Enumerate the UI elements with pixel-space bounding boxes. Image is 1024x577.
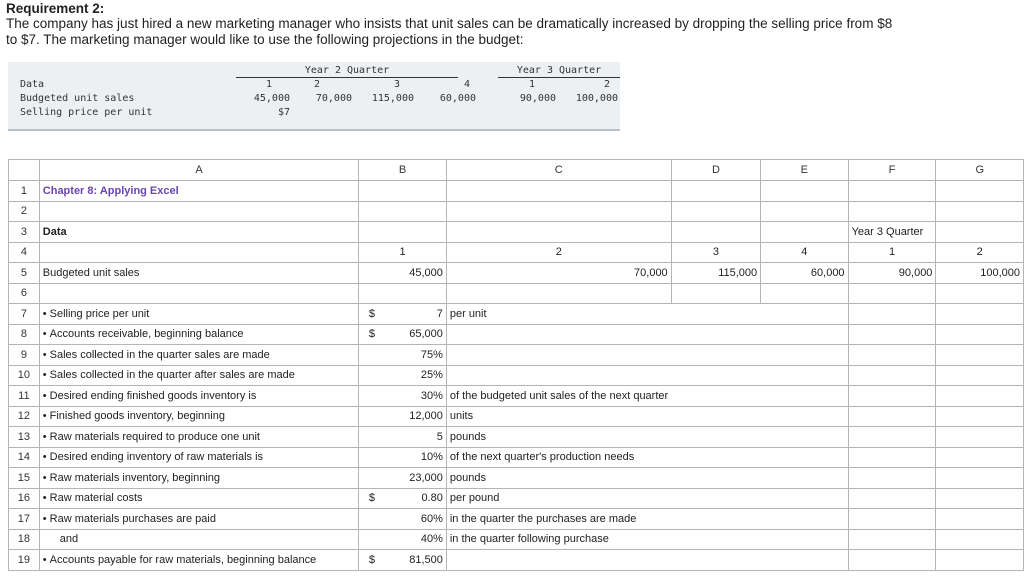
- parameter-label-cell[interactable]: [39, 550, 359, 571]
- cell[interactable]: [671, 550, 760, 571]
- parameter-label: Raw material costs: [49, 492, 143, 505]
- cell[interactable]: [936, 345, 1024, 366]
- cell[interactable]: [671, 468, 760, 489]
- cell[interactable]: [671, 488, 760, 509]
- quarter-label: 3: [393, 79, 400, 90]
- parameter-label-cell[interactable]: [39, 386, 359, 407]
- parameter-note-cell[interactable]: [446, 550, 671, 571]
- cell[interactable]: [671, 283, 760, 304]
- row-number[interactable]: 4: [9, 242, 40, 263]
- cell[interactable]: [936, 529, 1024, 550]
- cell[interactable]: [936, 283, 1024, 304]
- parameter-row: [9, 509, 1024, 530]
- parameter-note-cell[interactable]: of the next quarter's production needs: [446, 447, 671, 468]
- parameter-row: [9, 468, 1024, 489]
- parameter-note-cell[interactable]: of the budgeted unit sales of the next quarter: [446, 386, 671, 407]
- quarter-label: 2: [313, 79, 320, 90]
- parameter-label-cell[interactable]: [39, 324, 359, 345]
- dollar-sign-cell[interactable]: [359, 406, 385, 427]
- dollar-sign-cell[interactable]: $: [359, 304, 385, 325]
- data-row-label: Data: [20, 79, 45, 90]
- parameter-label-cell[interactable]: [39, 427, 359, 448]
- column-header-row: [9, 160, 1024, 181]
- row-number[interactable]: 3: [9, 222, 40, 243]
- cell[interactable]: [671, 201, 760, 222]
- bullet-icon: •: [42, 348, 47, 361]
- row-number[interactable]: 15: [9, 468, 40, 489]
- sales-value: 100,000: [575, 93, 618, 104]
- cell[interactable]: [761, 324, 848, 345]
- bullet-icon: •: [42, 430, 47, 443]
- row-number[interactable]: 17: [9, 509, 40, 530]
- quarter-label: 2: [603, 79, 610, 90]
- row-number[interactable]: 2: [9, 201, 40, 222]
- cell[interactable]: [761, 365, 848, 386]
- parameter-value-cell[interactable]: 23,000: [385, 468, 447, 489]
- parameter-label: Accounts receivable, beginning balance: [49, 328, 244, 341]
- parameter-value-cell[interactable]: 60%: [385, 509, 447, 530]
- column-header-g[interactable]: G: [936, 160, 1024, 181]
- sales-value: 70,000: [315, 93, 352, 104]
- bullet-icon: •: [42, 307, 47, 320]
- cell[interactable]: [761, 283, 848, 304]
- parameter-row: [9, 365, 1024, 386]
- parameter-value-cell[interactable]: 30%: [385, 386, 447, 407]
- cell[interactable]: [446, 283, 671, 304]
- cell[interactable]: [936, 509, 1024, 530]
- bullet-icon: •: [42, 410, 47, 423]
- cell[interactable]: [671, 509, 760, 530]
- parameter-note-cell[interactable]: pounds: [446, 468, 671, 489]
- bullet-icon: •: [42, 471, 47, 484]
- row-number[interactable]: 16: [9, 488, 40, 509]
- cell[interactable]: [761, 201, 848, 222]
- row-number[interactable]: 11: [9, 386, 40, 407]
- cell[interactable]: [761, 345, 848, 366]
- budgeted-sales-label-cell[interactable]: Budgeted unit sales: [39, 263, 359, 284]
- bullet-icon: •: [42, 328, 47, 341]
- cell[interactable]: [761, 447, 848, 468]
- cell[interactable]: [671, 406, 760, 427]
- quarter-cell[interactable]: 2: [446, 242, 671, 263]
- sales-value: 45,000: [253, 93, 290, 104]
- cell[interactable]: [936, 201, 1024, 222]
- parameter-label: Raw materials purchases are paid: [49, 512, 216, 525]
- parameter-label-cell[interactable]: [39, 529, 359, 550]
- parameter-note-cell[interactable]: units: [446, 406, 671, 427]
- cell[interactable]: [936, 304, 1024, 325]
- parameter-row: [9, 550, 1024, 571]
- selling-price-label: Selling price per unit: [20, 107, 153, 118]
- year3-quarter-header: Year 3 Quarter: [516, 65, 602, 76]
- row-number[interactable]: 12: [9, 406, 40, 427]
- cell[interactable]: [671, 386, 760, 407]
- dollar-sign-cell[interactable]: [359, 345, 385, 366]
- cell[interactable]: [848, 283, 936, 304]
- parameter-value-cell[interactable]: 5: [385, 427, 447, 448]
- cell[interactable]: [848, 304, 936, 325]
- cell[interactable]: [848, 427, 936, 448]
- requirement-text: The company has just hired a new marketing manager who insists that unit sales can be dramatically increased by dropping the selling price from $8 to $7. The marketing manager would like to use the following projections in the budget:: [6, 16, 893, 47]
- column-header-c[interactable]: C: [446, 160, 671, 181]
- row-number[interactable]: 10: [9, 365, 40, 386]
- sheet-row-2: [9, 201, 1024, 222]
- parameter-label: Raw materials required to produce one unit: [49, 430, 260, 443]
- cell[interactable]: [936, 468, 1024, 489]
- year3-quarter-cell[interactable]: Year 3 Quarter: [848, 222, 936, 243]
- parameter-label: Finished goods inventory, beginning: [49, 410, 225, 423]
- dollar-sign-cell[interactable]: $: [359, 324, 385, 345]
- parameter-label-cell[interactable]: [39, 488, 359, 509]
- parameter-label: Sales collected in the quarter sales are made: [49, 348, 270, 361]
- sheet-title-cell[interactable]: Chapter 8: Applying Excel: [39, 181, 359, 202]
- cell[interactable]: [446, 181, 671, 202]
- cell[interactable]: [39, 242, 359, 263]
- cell[interactable]: [848, 345, 936, 366]
- budgeted-sales-cell[interactable]: 115,000: [671, 263, 760, 284]
- budgeted-sales-cell[interactable]: 100,000: [936, 263, 1024, 284]
- quarter-label: 4: [463, 79, 470, 90]
- row-number[interactable]: 7: [9, 304, 40, 325]
- cell[interactable]: [936, 181, 1024, 202]
- cell[interactable]: [848, 181, 936, 202]
- cell[interactable]: [848, 529, 936, 550]
- parameter-value-cell[interactable]: 65,000: [385, 324, 447, 345]
- cell[interactable]: [848, 488, 936, 509]
- cell[interactable]: [671, 181, 760, 202]
- cell[interactable]: [761, 386, 848, 407]
- dollar-sign-cell[interactable]: [359, 529, 385, 550]
- parameter-label-cell[interactable]: [39, 468, 359, 489]
- parameter-note-cell[interactable]: in the quarter the purchases are made: [446, 509, 671, 530]
- cell[interactable]: [671, 529, 760, 550]
- parameter-label-cell[interactable]: [39, 406, 359, 427]
- parameter-value-cell[interactable]: 40%: [385, 529, 447, 550]
- column-header-f[interactable]: F: [848, 160, 936, 181]
- row-number[interactable]: 6: [9, 283, 40, 304]
- parameter-label-cell[interactable]: [39, 345, 359, 366]
- spreadsheet: [8, 159, 1024, 571]
- parameter-label: Sales collected in the quarter after sales are made: [49, 369, 295, 382]
- cell[interactable]: [359, 283, 447, 304]
- parameter-label-cell[interactable]: [39, 365, 359, 386]
- budgeted-sales-cell[interactable]: 70,000: [446, 263, 671, 284]
- bullet-icon: •: [42, 389, 47, 402]
- parameter-row: [9, 529, 1024, 550]
- selling-price-row: [8, 107, 620, 120]
- row-number[interactable]: 9: [9, 345, 40, 366]
- dollar-sign-cell[interactable]: [359, 427, 385, 448]
- cell[interactable]: [359, 181, 447, 202]
- cell[interactable]: [761, 488, 848, 509]
- cell[interactable]: [936, 488, 1024, 509]
- parameter-label: Raw materials inventory, beginning: [49, 471, 221, 484]
- corner-cell[interactable]: [9, 160, 40, 181]
- dollar-sign-cell[interactable]: [359, 447, 385, 468]
- budgeted-sales-cell[interactable]: 90,000: [848, 263, 936, 284]
- quarter-cell[interactable]: 1: [359, 242, 447, 263]
- row-number[interactable]: 19: [9, 550, 40, 571]
- parameter-note-cell[interactable]: [446, 365, 671, 386]
- cell[interactable]: [761, 509, 848, 530]
- quarter-cell[interactable]: 1: [848, 242, 936, 263]
- row-number[interactable]: 5: [9, 263, 40, 284]
- selling-price-value: $7: [277, 107, 290, 118]
- parameter-row: [9, 304, 1024, 325]
- cell[interactable]: [848, 447, 936, 468]
- parameter-label-cell[interactable]: [39, 304, 359, 325]
- block-bottom-edge: [8, 129, 620, 131]
- parameter-label-cell[interactable]: [39, 509, 359, 530]
- parameter-row: [9, 406, 1024, 427]
- column-header-d[interactable]: D: [671, 160, 760, 181]
- cell[interactable]: [359, 222, 447, 243]
- cell[interactable]: [671, 365, 760, 386]
- sales-value: 90,000: [519, 93, 556, 104]
- quarter-cell[interactable]: 4: [761, 242, 848, 263]
- parameter-row: [9, 324, 1024, 345]
- cell[interactable]: [848, 509, 936, 530]
- parameter-note-cell[interactable]: [446, 324, 671, 345]
- column-header-b[interactable]: B: [359, 160, 447, 181]
- projection-data-block: [8, 62, 620, 131]
- cell[interactable]: [936, 406, 1024, 427]
- cell[interactable]: [936, 365, 1024, 386]
- cell[interactable]: [761, 222, 848, 243]
- cell[interactable]: [936, 222, 1024, 243]
- dollar-sign-cell[interactable]: $: [359, 488, 385, 509]
- parameter-label: and: [59, 533, 79, 546]
- year2-quarter-header: Year 2 Quarter: [304, 65, 390, 76]
- cell[interactable]: [936, 550, 1024, 571]
- budgeted-sales-label: Budgeted unit sales: [20, 93, 135, 104]
- cell[interactable]: [671, 427, 760, 448]
- parameter-label: Selling price per unit: [49, 307, 150, 320]
- row-number[interactable]: 8: [9, 324, 40, 345]
- parameter-value-cell[interactable]: 10%: [385, 447, 447, 468]
- sheet-row-6: [9, 283, 1024, 304]
- parameter-value-cell[interactable]: 12,000: [385, 406, 447, 427]
- parameter-value-cell[interactable]: 0.80: [385, 488, 447, 509]
- parameter-note-cell[interactable]: pounds: [446, 427, 671, 448]
- sheet-row-3: [9, 222, 1024, 243]
- row-number[interactable]: 13: [9, 427, 40, 448]
- cell[interactable]: [936, 386, 1024, 407]
- quarter-label: 1: [265, 79, 272, 90]
- parameter-note-cell[interactable]: in the quarter following purchase: [446, 529, 671, 550]
- budgeted-sales-cell[interactable]: 60,000: [761, 263, 848, 284]
- row-number[interactable]: 18: [9, 529, 40, 550]
- dollar-sign-cell[interactable]: $: [359, 550, 385, 571]
- bullet-icon: •: [42, 512, 47, 525]
- cell[interactable]: [39, 201, 359, 222]
- parameter-value-cell[interactable]: 81,500: [385, 550, 447, 571]
- cell[interactable]: [936, 324, 1024, 345]
- requirement-title: Requirement 2:: [6, 1, 105, 16]
- sales-value: 115,000: [371, 93, 414, 104]
- cell[interactable]: [848, 365, 936, 386]
- cell[interactable]: [671, 345, 760, 366]
- cell[interactable]: [761, 550, 848, 571]
- column-header-a[interactable]: A: [39, 160, 359, 181]
- bullet-icon: •: [42, 553, 47, 566]
- cell[interactable]: [761, 406, 848, 427]
- cell[interactable]: [446, 201, 671, 222]
- cell[interactable]: [359, 201, 447, 222]
- cell[interactable]: [761, 529, 848, 550]
- cell[interactable]: [936, 447, 1024, 468]
- dollar-sign-cell[interactable]: [359, 365, 385, 386]
- parameter-note-cell[interactable]: per pound: [446, 488, 671, 509]
- year2-header-underline: [236, 77, 458, 78]
- quarter-label: 1: [528, 79, 535, 90]
- data-label-cell[interactable]: Data: [39, 222, 359, 243]
- budgeted-sales-row: [8, 93, 620, 106]
- budgeted-sales-cell[interactable]: 45,000: [359, 263, 447, 284]
- parameter-label: Desired ending finished goods inventory is: [49, 389, 257, 402]
- cell[interactable]: [848, 386, 936, 407]
- parameter-value-cell[interactable]: 75%: [385, 345, 447, 366]
- dollar-sign-cell[interactable]: [359, 509, 385, 530]
- cell[interactable]: [671, 324, 760, 345]
- bullet-icon: •: [42, 369, 47, 382]
- cell[interactable]: [39, 283, 359, 304]
- column-header-e[interactable]: E: [761, 160, 848, 181]
- row-number[interactable]: 14: [9, 447, 40, 468]
- parameter-label: Accounts payable for raw materials, beginning balance: [49, 553, 317, 566]
- cell[interactable]: [848, 406, 936, 427]
- parameter-row: [9, 447, 1024, 468]
- sales-value: 60,000: [439, 93, 476, 104]
- parameter-row: [9, 345, 1024, 366]
- cell[interactable]: [848, 324, 936, 345]
- parameter-label-cell[interactable]: [39, 447, 359, 468]
- cell[interactable]: [761, 468, 848, 489]
- sheet-row-1: [9, 181, 1024, 202]
- parameter-note-cell[interactable]: [446, 345, 671, 366]
- quarter-cell[interactable]: 2: [936, 242, 1024, 263]
- bullet-icon: •: [42, 451, 47, 464]
- cell[interactable]: [848, 468, 936, 489]
- sheet-row-5: [9, 263, 1024, 284]
- cell[interactable]: [761, 181, 848, 202]
- cell[interactable]: [936, 427, 1024, 448]
- row-number[interactable]: 1: [9, 181, 40, 202]
- parameter-note-cell[interactable]: per unit: [446, 304, 671, 325]
- dollar-sign-cell[interactable]: [359, 386, 385, 407]
- parameter-value-cell[interactable]: 25%: [385, 365, 447, 386]
- bullet-icon: •: [42, 492, 47, 505]
- cell[interactable]: [761, 304, 848, 325]
- cell[interactable]: [761, 427, 848, 448]
- cell[interactable]: [671, 304, 760, 325]
- cell[interactable]: [446, 222, 671, 243]
- dollar-sign-cell[interactable]: [359, 468, 385, 489]
- cell[interactable]: [671, 447, 760, 468]
- cell[interactable]: [848, 201, 936, 222]
- parameter-label: Desired ending inventory of raw materials is: [49, 451, 264, 464]
- parameter-row: [9, 488, 1024, 509]
- cell[interactable]: [848, 550, 936, 571]
- parameter-row: [9, 386, 1024, 407]
- cell[interactable]: [671, 222, 760, 243]
- quarter-cell[interactable]: 3: [671, 242, 760, 263]
- year3-header-underline: [498, 77, 620, 78]
- sheet-row-4: [9, 242, 1024, 263]
- parameter-row: [9, 427, 1024, 448]
- parameter-value-cell[interactable]: 7: [385, 304, 447, 325]
- data-row: [8, 79, 620, 92]
